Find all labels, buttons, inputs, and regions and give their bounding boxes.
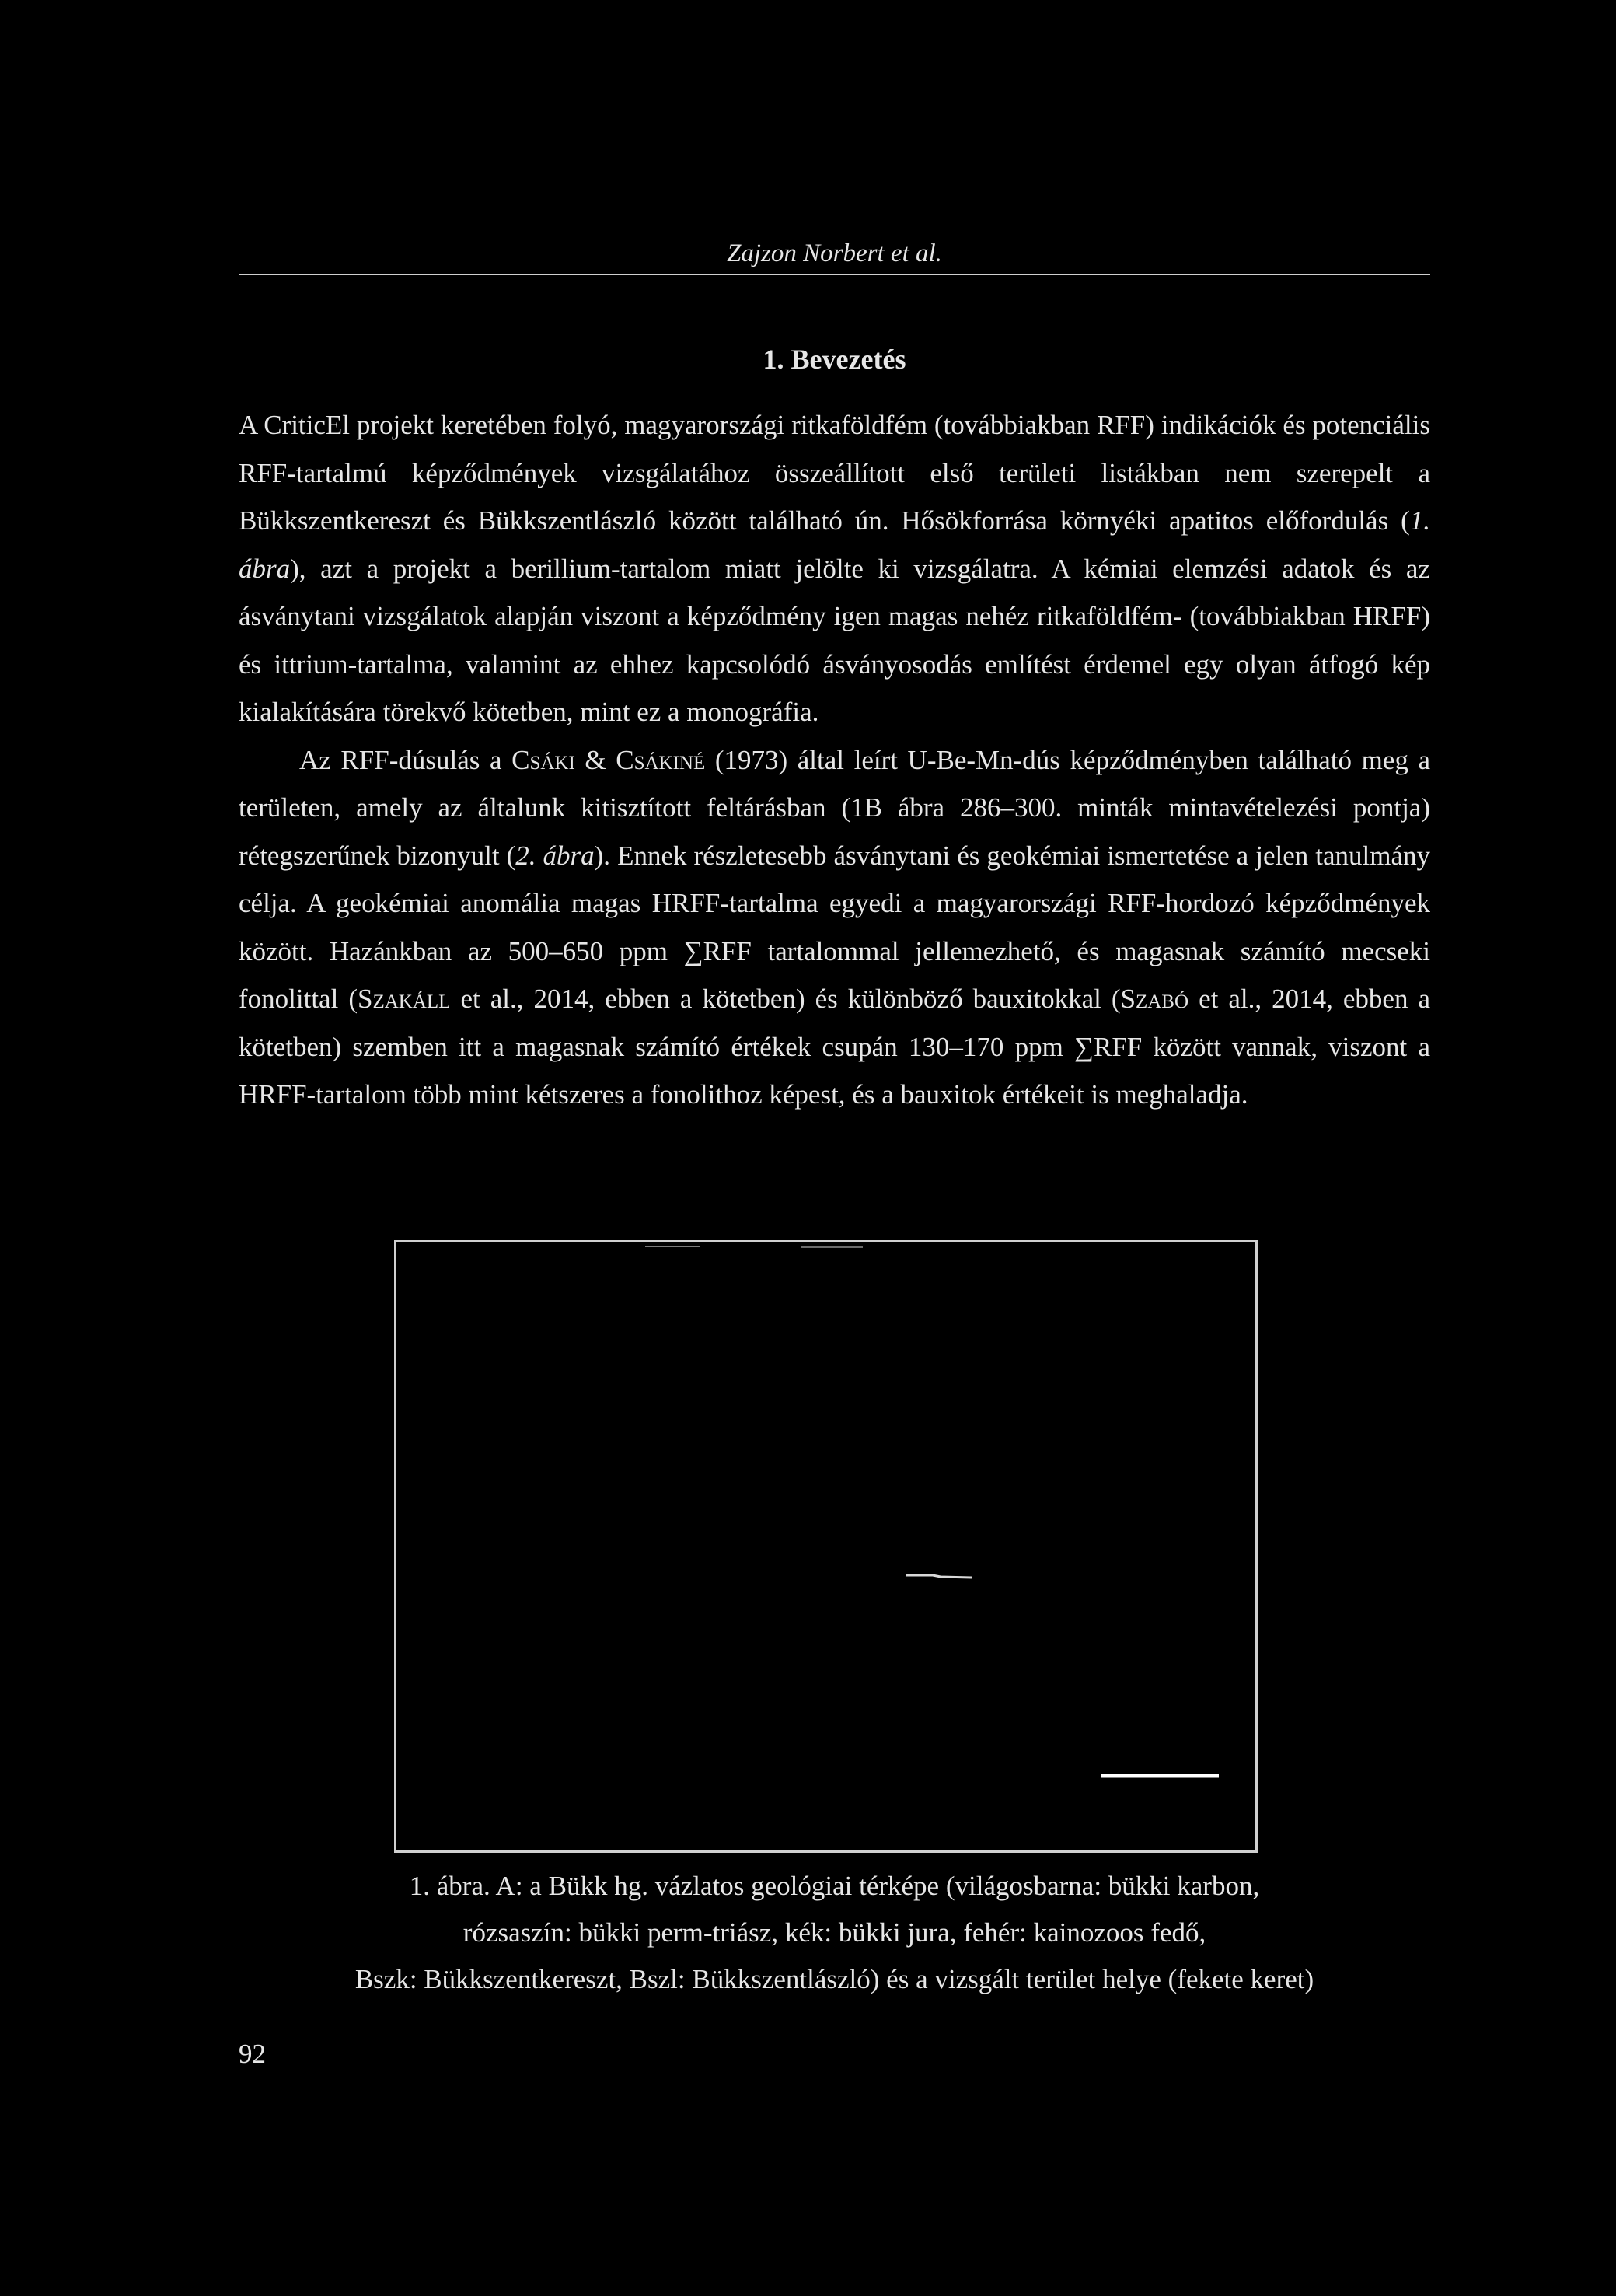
paragraph-2 [239, 736, 1430, 1119]
paragraph-2-text-6: et al., 2014, ebben a kötetben) szemben itt a magasnak számító értékek csupán 130–170 ppm ∑RFF között vannak, viszont a HRFF-tartalom több mint kétszeres a fonolithoz képest, és a bauxitok értékeit is meghaladja. [239, 984, 1431, 1110]
caption-line-3: Bszk: Bükkszentkereszt, Bszl: Bükkszentlászló) és a vizsgált terület helye (fekete keret) [354, 1964, 1314, 1994]
running-head: Zajzon Norbert et al. [727, 239, 942, 267]
body-text [239, 401, 1430, 1119]
page-number: 92 [239, 2039, 266, 2069]
figure-map-graphic [396, 1242, 1255, 1850]
paragraph-1-text-1: A CriticEl projekt keretében folyó, magyarországi ritkaföldfém (továbbiakban RFF) indikációk és potenciális RFF-tartalmú képződmények vizsgálatához összeállított első területi listákban nem szerepelt a Bükkszentkereszt és Bükkszentlászló között található ún. Hősökforrása környéki apatitos előfordulás ( [239, 410, 1430, 536]
author-citation: Szabó [1120, 984, 1189, 1014]
map-boundary-line [906, 1575, 972, 1578]
paragraph-1 [239, 401, 1430, 736]
paragraph-2-text-2: & [574, 744, 616, 775]
author-citation: Szakáll [358, 984, 451, 1014]
figure-reference: 1. ábra [239, 505, 1430, 584]
header-rule [239, 274, 1430, 275]
section-title: 1. Bevezetés [763, 344, 906, 375]
paragraph-2-text-5: et al., 2014, ebben a kötetben) és különböző bauxitokkal ( [450, 984, 1121, 1014]
paragraph-1-text-2: ), azt a projekt a berillium-tartalom miatt jelölte ki vizsgálatra. A kémiai elemzési adatok és az ásványtani vizsgálatok alapján viszont a képződmény igen magas nehéz ritkaföldfém- (továbbiakban HRFF) és ittrium-tartalma, valamint az ehhez kapcsolódó ásványosodás említést érdemel egy olyan átfogó kép kialakítására törekvő kötetben, mint ez a monográfia. [239, 553, 1430, 727]
figure-reference: 2. ábra [515, 840, 595, 871]
paragraph-2-text-3: (1973) által leírt U-Be-Mn-dús képződményben található meg a területen, amely az általunk kitisztított feltárásban (1B ábra 286–300. minták mintavételezési pontja) rétegszerűnek bizonyult ( [239, 744, 1430, 871]
author-citation: Csákiné [616, 744, 706, 775]
author-citation: Csáki [511, 744, 575, 775]
caption-line-2: rózsaszín: bükki perm-triász, kék: bükki jura, fehér: kainozoos fedő, [462, 1917, 1206, 1948]
caption-line-1: 1. ábra. A: a Bükk hg. vázlatos geológiai térképe (világosbarna: bükki karbon, [409, 1871, 1260, 1901]
figure-map-frame [394, 1240, 1258, 1853]
paragraph-2-text-4: ). Ennek részletesebb ásványtani és geokémiai ismertetése a jelen tanulmány célja. A geokémiai anomália magas HRFF-tartalma egyedi a magyarországi RFF-hordozó képződmények között. Hazánkban az 500–650 ppm ∑RFF tartalommal jellemezhető, és magasnak számító mecseki fonolittal ( [239, 840, 1430, 1014]
figure-caption [239, 1863, 1430, 2003]
paragraph-2-text-1: Az RFF-dúsulás a [299, 744, 512, 775]
